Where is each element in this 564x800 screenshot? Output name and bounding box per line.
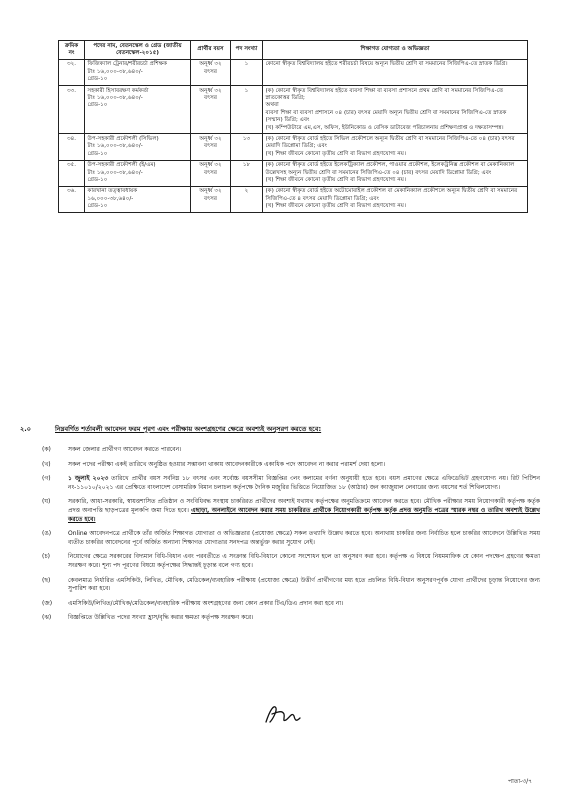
condition-item xyxy=(20,446,540,455)
condition-label: (ছ) xyxy=(42,576,51,584)
cell-post-count: ২ xyxy=(231,186,263,212)
cell-age: অনূর্ধ্ব ৩২ বৎসর xyxy=(191,160,231,186)
table-row xyxy=(59,186,528,212)
condition-item xyxy=(20,614,540,623)
cell-post-name xyxy=(85,186,191,212)
qualification-line: ব্যবসা শিক্ষা বা ব্যবসা প্রশাসনে ০৪ (চার) বৎসর মেয়াদি অন্যূন দ্বিতীয় শ্রেণি বা সমমানের সিজিপিএ-তে স্নাতক (সম্মান) ডিগ্রি; এবং xyxy=(265,109,507,124)
condition-body: সরকারি, আধা-সরকারি, স্বায়ত্তশাসিত প্রতিষ্ঠান ও সংবিধিবদ্ধ সংস্থায় চাকরিরত প্রার্থীদের অবশ্যই যথাযথ কর্তৃপক্ষের অনুমতিক্রমে আবেদন করতে হবে। মৌখিক পরীক্ষার সময় নিয়োগকারী কর্তৃপক্ষ কর্তৃক প্রদত্ত অনাপত্তি ছাড়পত্রের মূলকপি জমা দিতে হবে। xyxy=(68,498,540,514)
table-row xyxy=(59,160,528,186)
cell-post-name xyxy=(85,160,191,186)
qualification-line: (খ) কম্পিউটারে এম,এস, অফিস, ইউনিকোড ও বেসিক ডাটাবেজ পরিচালনায় প্রশিক্ষণপ্রাপ্ত ও দক্ষতাসম্পন্ন। xyxy=(265,124,504,131)
cell-serial: ৩২. xyxy=(59,59,85,85)
condition-label: (ঝ) xyxy=(42,614,52,622)
cell-serial: ৩৬. xyxy=(59,186,85,212)
post-name-line: ফিজিক্যাল ট্রেনার/শরীরচর্চা প্রশিক্ষক xyxy=(87,61,168,68)
cell-age: অনূর্ধ্ব ৩২ বৎসর xyxy=(191,134,231,160)
condition-text xyxy=(68,614,540,623)
cell-post-name xyxy=(85,86,191,134)
header-post-count: পদ সংখ্যা xyxy=(231,41,263,60)
qualification-line: (ক) কোনো স্বীকৃত বোর্ড হইতে ইলেকট্রিক্যাল প্রকৌশল, পাওয়ার প্রকৌশল, ইলেকট্রনিক্স প্রকৌশল বা মেকানিক্যাল উল্লেখসহ অন্যূন দ্বিতীয় শ্রেণি বা সমমানের সিজিপিএ-তে ০৪ (চার) বৎসর মেয়াদি ডিপ্লোমা ডিগ্রি; এবং xyxy=(265,162,515,176)
cell-serial: ৩৫. xyxy=(59,160,85,186)
cell-post-count: ১ xyxy=(231,59,263,85)
cell-age: অনূর্ধ্ব ৩২ বৎসর xyxy=(191,86,231,134)
qualification-line: (খ) শিক্ষা জীবনে কোনো তৃতীয় শ্রেণি বা বিভাগ গ্রহণযোগ্য নয়। xyxy=(265,177,406,183)
header-qualification: শিক্ষাগত যোগ্যতা ও অভিজ্ঞতা xyxy=(263,41,528,60)
condition-item xyxy=(20,600,540,609)
condition-text xyxy=(68,553,540,570)
cell-serial: ৩৪. xyxy=(59,134,85,160)
post-name-line: গ্রেড-১০ xyxy=(87,76,108,83)
post-name-line: গ্রেড-১০ xyxy=(87,150,108,157)
condition-label: (ক) xyxy=(42,446,51,453)
table-row xyxy=(59,59,528,85)
condition-body: সকল পদের পরীক্ষা একই তারিখে অনুষ্ঠিত হওয়ার সম্ভাবনা থাকায় আবেদনকারীকে একাধিক পদে আবেদন না করার পরামর্শ দেয়া হলো। xyxy=(68,460,386,468)
condition-text xyxy=(68,461,540,470)
cell-qualification xyxy=(263,86,528,134)
post-name-line: কারখানা তত্ত্বাবধায়ক xyxy=(87,188,138,195)
condition-text xyxy=(68,475,540,492)
qualification-line: অথবা xyxy=(265,102,279,109)
signature-mark xyxy=(262,700,302,728)
cell-post-name xyxy=(85,134,191,160)
condition-item xyxy=(20,553,540,570)
condition-label: (খ) xyxy=(42,460,51,468)
qualification-line: (ক) কোনো স্বীকৃত বোর্ড হইতে সিভিল প্রকৌশলে অন্যূন দ্বিতীয় শ্রেণি বা সমমানের সিজিপিএ-তে ০৪ (চার) বৎসর মেয়াদি ডিপ্লোমা ডিগ্রি; এবং xyxy=(265,135,515,150)
posts-table xyxy=(58,40,528,213)
condition-item xyxy=(20,530,540,547)
condition-date-emphasis: ১ জুলাই ২০২৩ xyxy=(68,475,109,483)
header-age: প্রার্থীর বয়স xyxy=(191,41,231,60)
condition-body: কেবলমাত্র নির্ধারিত এমসিকিউ, লিখিত, মৌখিক, মেডিকেল/ব্যবহারিক পরীক্ষায় (প্রযোজ্য ক্ষেত্রে) উত্তীর্ণ প্রার্থীগণের মধ্য হতে প্রচলিত বিধি-বিধান অনুসরণপূর্বক যোগ্য প্রার্থীদের চূড়ান্ত নিয়োগের জন্য সুপারিশ করা হবে। xyxy=(68,576,540,593)
cell-age: অনূর্ধ্ব ৩২ বৎসর xyxy=(191,186,231,212)
cell-post-name xyxy=(85,59,191,85)
post-name-line: গ্রেড-১০ xyxy=(87,203,108,210)
condition-body: নিয়োগের ক্ষেত্রে সরকারের বিদ্যমান বিধি-বিধান এবং পরবর্তীতে এ সংক্রান্ত বিধি-বিধানে কোনো সংশোধন হলে তা অনুসরণ করা হবে। কর্তৃপক্ষ এ বিষয়ে নিয়মমাফিক যে কোন পদক্ষেপ গ্রহণের ক্ষমতা সংরক্ষণ করে। শূন্য পদ পূরণের বিষয়ে কর্তৃপক্ষের সিদ্ধান্তই চূড়ান্ত বলে গণ্য হবে। xyxy=(68,553,540,569)
header-post-name: পদের নাম, বেতনস্কেল ও গ্রেড (জাতীয় বেতনস্কেল-২০১৫) xyxy=(85,41,191,60)
cell-post-count: ১ xyxy=(231,86,263,134)
condition-body: এমসিকিউ/লিখিত/মৌখিক/মেডিকেল/ব্যবহারিক পরীক্ষায় অংশগ্রহণের জন্য কোন প্রকার টিএ/ডিএ প্রদান করা হবে না। xyxy=(68,599,344,607)
condition-body: বিজ্ঞপ্তিতে উল্লিখিত পদের সংখ্যা হ্রাস/বৃদ্ধি করার ক্ষমতা কর্তৃপক্ষ সংরক্ষণ করে। xyxy=(68,614,254,622)
cell-post-count: ১৮ xyxy=(231,160,263,186)
section-title: নিম্নবর্ণিত শর্তাবলী আবেদন ফরম পূরণ এবং পরীক্ষায় অংশগ্রহণের ক্ষেত্রে অবশ্যই অনুসরণ করতে হবে: xyxy=(55,425,322,433)
post-name-line: গ্রেড-১০ xyxy=(87,177,108,183)
condition-body: তারিখে প্রার্থীর বয়স সর্বনিম্ন ১৮ বৎসর এবং সর্বোচ্চ বয়সসীমা বিজ্ঞপ্তির ৩নং কলামের বর্ণনা অনুযায়ী হতে হবে। বয়স প্রমাণের ক্ষেত্রে এফিডেভিট গ্রহণযোগ্য নয়। রিট পিটিশন নং-১১০১০/২০২১ এর প্রেক্ষিতে বাংলাদেশ বেসামরিক বিমান চলাচল কর্তৃপক্ষে দৈনিক মজুরির ভিত্তিতে নিয়োজিত ১৮ (আঠার) জন ক্যাজুয়াল লেবারের জন্য বয়সের শর্ত শিথিলযোগ্য। xyxy=(68,475,540,491)
condition-label: (গ) xyxy=(42,475,51,483)
post-name-line: টাঃ ১৬,০০০-৩৮,৬৪০/- xyxy=(87,143,143,150)
condition-text xyxy=(68,498,540,524)
qualification-line: (খ) শিক্ষা জীবনে কোনো তৃতীয় শ্রেণি বা বিভাগ গ্রহণযোগ্য নয়। xyxy=(265,150,406,157)
conditions-section-heading xyxy=(20,425,540,434)
post-name-line: গ্রেড-১০ xyxy=(87,102,108,109)
post-name-line: ১৬,০০০-৩৮,৬৪০/- xyxy=(87,195,134,202)
table-header-row xyxy=(59,41,528,60)
table-row xyxy=(59,134,528,160)
cell-qualification xyxy=(263,160,528,186)
cell-age: অনূর্ধ্ব ৩২ বৎসর xyxy=(191,59,231,85)
condition-text xyxy=(68,577,540,594)
condition-emphasis: এছাড়া, অনলাইনে আবেদন করার সময় চাকরিরত প্রার্থীকে নিয়োগকারী কর্তৃপক্ষ কর্তৃক প্রদত্ত অনুমতি পত্রের স্মারক নম্বর ও তারিখ অবশ্যই উল্লেখ করতে হবে। xyxy=(68,506,540,523)
condition-label: (ঘ) xyxy=(42,498,51,506)
condition-body: Online আবেদনপত্রে প্রার্থীকে তাঁর অর্জিত শিক্ষাগত যোগ্যতা ও অভিজ্ঞতার (প্রযোজ্য ক্ষেত্রে) সকল তথ্যাদি উল্লেখ করতে হবে। অন্যথায় চাকরির জন্য নির্বাচিত হলে চাকরির আবেদনে উল্লিখিত সময় ব্যতীত চাকরির আবেদনের পূর্বে অর্জিত অন্যান্য শিক্ষাগত যোগ্যতার সনদপত্র অন্তর্ভুক্ত করার সুযোগ নেই। xyxy=(68,530,540,546)
qualification-line: (ক) কোনো স্বীকৃত বিশ্ববিদ্যালয় হইতে ব্যবসা শিক্ষা বা ব্যবসা প্রশাসনে প্রথম শ্রেণি বা সমমানের সিজিপিএ-তে স্নাতকোত্তর ডিগ্রি; xyxy=(265,87,504,101)
condition-item xyxy=(20,475,540,492)
page-number: পাতা-৩/৭ xyxy=(508,778,533,785)
cell-qualification xyxy=(263,186,528,212)
condition-body: সকল জেলার প্রার্থীগণ আবেদন করতে পারবেন। xyxy=(68,446,182,453)
post-name-line: সহকারী হিসাবরক্ষণ কর্মকর্তা xyxy=(87,87,149,94)
condition-text xyxy=(68,530,540,547)
qualification-line: কোনো স্বীকৃত বিশ্ববিদ্যালয় হইতে শরীরচর্চা বিষয়ে অন্যূন দ্বিতীয় শ্রেণি বা সমমানের সিজিপিএ-তে স্নাতক ডিগ্রি। xyxy=(265,61,508,68)
condition-label: (ঙ) xyxy=(42,530,52,538)
section-number: ২.০ xyxy=(20,425,32,433)
post-name-line: টাঃ ১৬,০০০-৩৮,৬৪০/- xyxy=(87,169,143,176)
post-name-line: উপ-সহকারী প্রকৌশলী (সিভিল) xyxy=(87,135,159,142)
condition-label: (জ) xyxy=(42,599,53,607)
header-serial: ক্রমিক নং xyxy=(59,41,85,60)
condition-item xyxy=(20,498,540,524)
qualification-line: (খ) শিক্ষা জীবনে কোনো তৃতীয় শ্রেণি বা বিভাগ গ্রহণযোগ্য নয়। xyxy=(265,203,406,210)
conditions-list xyxy=(20,446,540,629)
cell-post-count: ১৩ xyxy=(231,134,263,160)
condition-item xyxy=(20,577,540,594)
post-name-line: টাঃ ১৬,০০০-৩৮,৬৪০/- xyxy=(87,94,143,101)
table-row xyxy=(59,86,528,134)
post-name-line: উপ-সহকারী প্রকৌশলী (ই/এম) xyxy=(87,162,156,169)
condition-text xyxy=(68,446,540,455)
post-name-line: টাঃ ১৬,০০০-৩৮,৬৪০/- xyxy=(87,68,143,75)
condition-label: (চ) xyxy=(42,553,50,561)
condition-item xyxy=(20,461,540,470)
qualification-line: (ক) কোনো স্বীকৃত বোর্ড হইতে অটোমোবাইল প্রকৌশল বা মেকানিক্যাল প্রকৌশলে অন্যূন দ্বিতীয় শ্রেণি বা সমমানের সিজিপিএ-তে ৪ বৎসর মেয়াদি ডিপ্লোমা ডিগ্রি; এবং xyxy=(265,188,518,202)
cell-qualification xyxy=(263,59,528,85)
cell-qualification xyxy=(263,134,528,160)
cell-serial: ৩৩. xyxy=(59,86,85,134)
condition-text xyxy=(68,600,540,609)
